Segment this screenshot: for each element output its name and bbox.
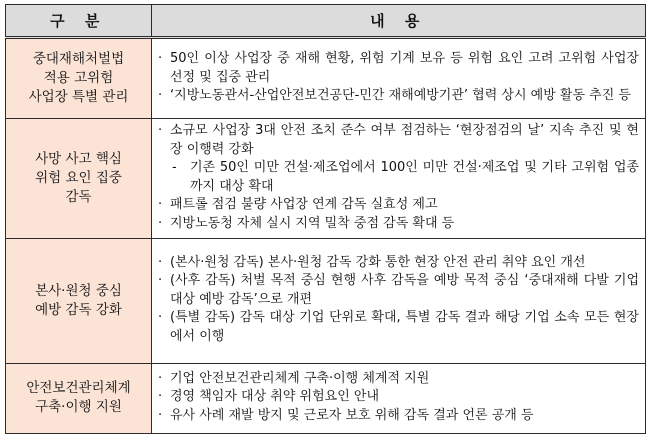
item-text: 기업 안전보건관리체계 구축·이행 체계적 지원	[170, 370, 430, 386]
content-cell	[152, 238, 646, 363]
policy-table	[5, 4, 646, 434]
item-text: (특별 감독) 감독 대상 기업 단위로 확대, 특별 감독 결과 해당 기업 소속 모든 현장에서 이행	[170, 310, 639, 344]
category-line: 감독	[65, 188, 92, 205]
item-text: 지방노동청 자체 실시 지역 밀착 중점 감독 확대 등	[170, 215, 455, 231]
item-text: 패트롤 점검 불량 사업장 연계 감독 실효성 제고	[170, 197, 438, 213]
list-item	[158, 87, 639, 106]
list-item	[158, 254, 639, 273]
item-text: ‘지방노동관서-산업안전보건공단-민간 재해예방기관’ 협력 상시 예방 활동 추진 등	[170, 88, 631, 104]
bullet-marker: ·	[158, 123, 163, 138]
sub-list-item	[158, 159, 639, 196]
category-line: 본사·원청 중심	[35, 282, 122, 299]
bullet-marker: ·	[158, 215, 163, 231]
list-item	[158, 50, 639, 87]
content-cell	[152, 38, 646, 119]
bullet-marker: ·	[158, 389, 163, 405]
item-text: (사후 감독) 처벌 목적 중심 현행 사후 감독을 예방 목적 중심 ‘중대재해 다발 기업 대상 예방 감독’으로 개편	[170, 273, 639, 307]
bullet-marker: ·	[158, 370, 163, 386]
content-cell	[152, 119, 646, 239]
bullet-marker: ·	[158, 51, 163, 67]
item-text: 경영 책임자 대상 취약 위험요인 안내	[170, 389, 380, 405]
category-line: 적용 고위험	[43, 70, 114, 86]
policy-table-container	[5, 4, 645, 434]
category-line: 사업장 특별 관리	[28, 89, 129, 105]
category-line: 중대재해처벌법	[32, 51, 125, 67]
table-row	[6, 363, 646, 433]
list-item	[158, 215, 639, 234]
category-cell	[6, 238, 152, 363]
bullet-marker: ·	[158, 197, 163, 213]
list-item	[158, 407, 639, 426]
list-item	[158, 272, 639, 309]
item-text: 소규모 사업장 3대 안전 조치 준수 여부 점검하는 ‘현장점검의 날’ 지속 추진 및 현장 이행력 강화	[170, 123, 639, 157]
category-line: 예방 감독 강화	[35, 301, 122, 318]
bullet-marker: ·	[158, 254, 163, 270]
bullet-marker: ·	[158, 273, 163, 289]
category-line: 안전보건관리체계	[26, 380, 131, 397]
table-row	[6, 119, 646, 239]
table-row	[6, 38, 646, 119]
table-header-row	[6, 5, 646, 38]
table-row	[6, 238, 646, 363]
bullet-marker: ·	[158, 88, 163, 104]
category-cell	[6, 119, 152, 239]
category-cell	[6, 38, 152, 119]
header-category: 구 분	[6, 5, 152, 38]
list-item	[158, 370, 639, 389]
list-item	[158, 388, 639, 407]
category-line: 사망 사고 핵심	[35, 150, 122, 167]
bullet-marker: ·	[158, 310, 163, 326]
item-text: 50인 이상 사업장 중 재해 현황, 위험 기계 보유 등 위험 요인 고려 고위험 사업장 선정 및 집중 관리	[170, 51, 639, 85]
bullet-marker: ·	[158, 407, 163, 423]
item-text: (본사·원청 감독) 본사·원청 감독 강화 통한 현장 안전 관리 취약 요인 개선	[170, 254, 586, 270]
list-item	[158, 122, 639, 159]
header-content: 내 용	[152, 5, 646, 38]
list-item	[158, 196, 639, 215]
category-cell	[6, 363, 152, 433]
item-text: 기존 50인 미만 건설·제조업에서 100인 미만 건설·제조업 및 기타 고위험 업종까지 대상 확대	[190, 160, 639, 194]
category-line: 구축·이행 지원	[35, 399, 122, 416]
content-cell	[152, 363, 646, 433]
item-text: 유사 사례 재발 방지 및 근로자 보호 위해 감독 결과 언론 공개 등	[170, 407, 534, 423]
list-item	[158, 309, 639, 346]
category-line: 위험 요인 집중	[35, 169, 122, 186]
dash-marker: -	[172, 160, 177, 176]
